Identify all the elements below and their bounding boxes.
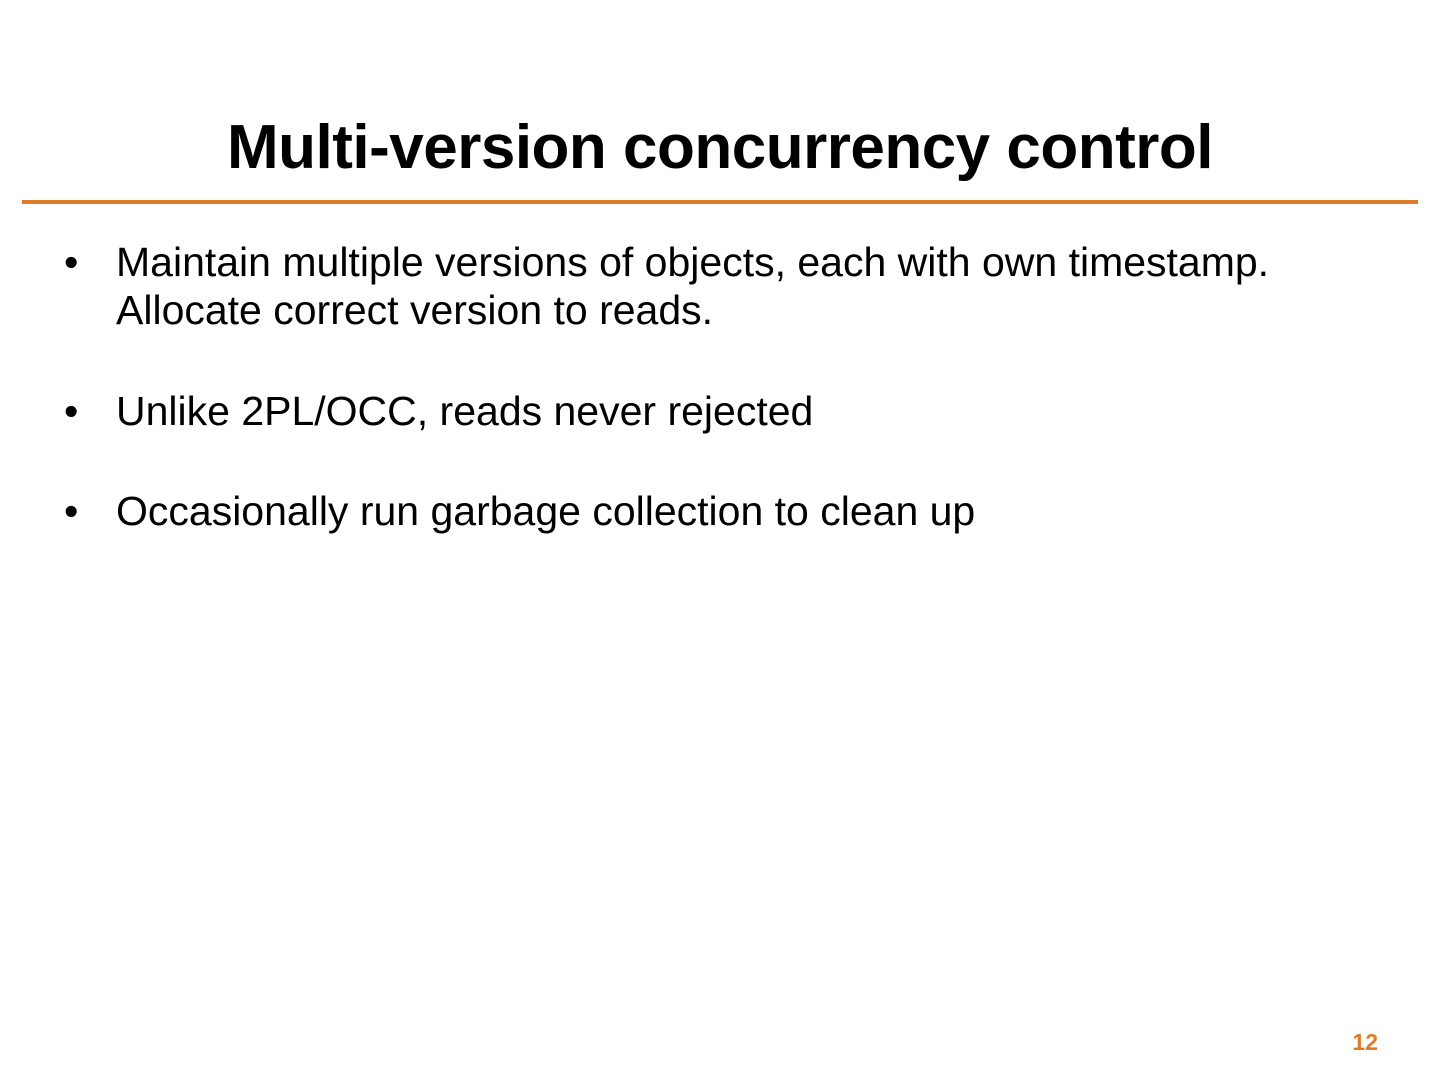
list-item <box>48 387 1380 435</box>
list-item-text: Maintain multiple versions of objects, each with own timestamp. Allocate correct version to reads. <box>116 239 1270 334</box>
list-item <box>48 238 1380 335</box>
list-item-text: Unlike 2PL/OCC, reads never rejected <box>116 387 814 434</box>
list-item-text: Occasionally run garbage collection to clean up <box>116 488 976 535</box>
bullet-icon: • <box>64 488 79 535</box>
page-title: Multi-version concurrency control <box>226 112 1213 182</box>
page-number: 12 <box>1352 1029 1378 1055</box>
title-divider <box>22 200 1418 204</box>
bullet-icon: • <box>64 387 79 434</box>
bullet-icon: • <box>64 239 79 285</box>
list-item <box>48 487 1380 535</box>
bullet-list <box>48 238 1380 588</box>
